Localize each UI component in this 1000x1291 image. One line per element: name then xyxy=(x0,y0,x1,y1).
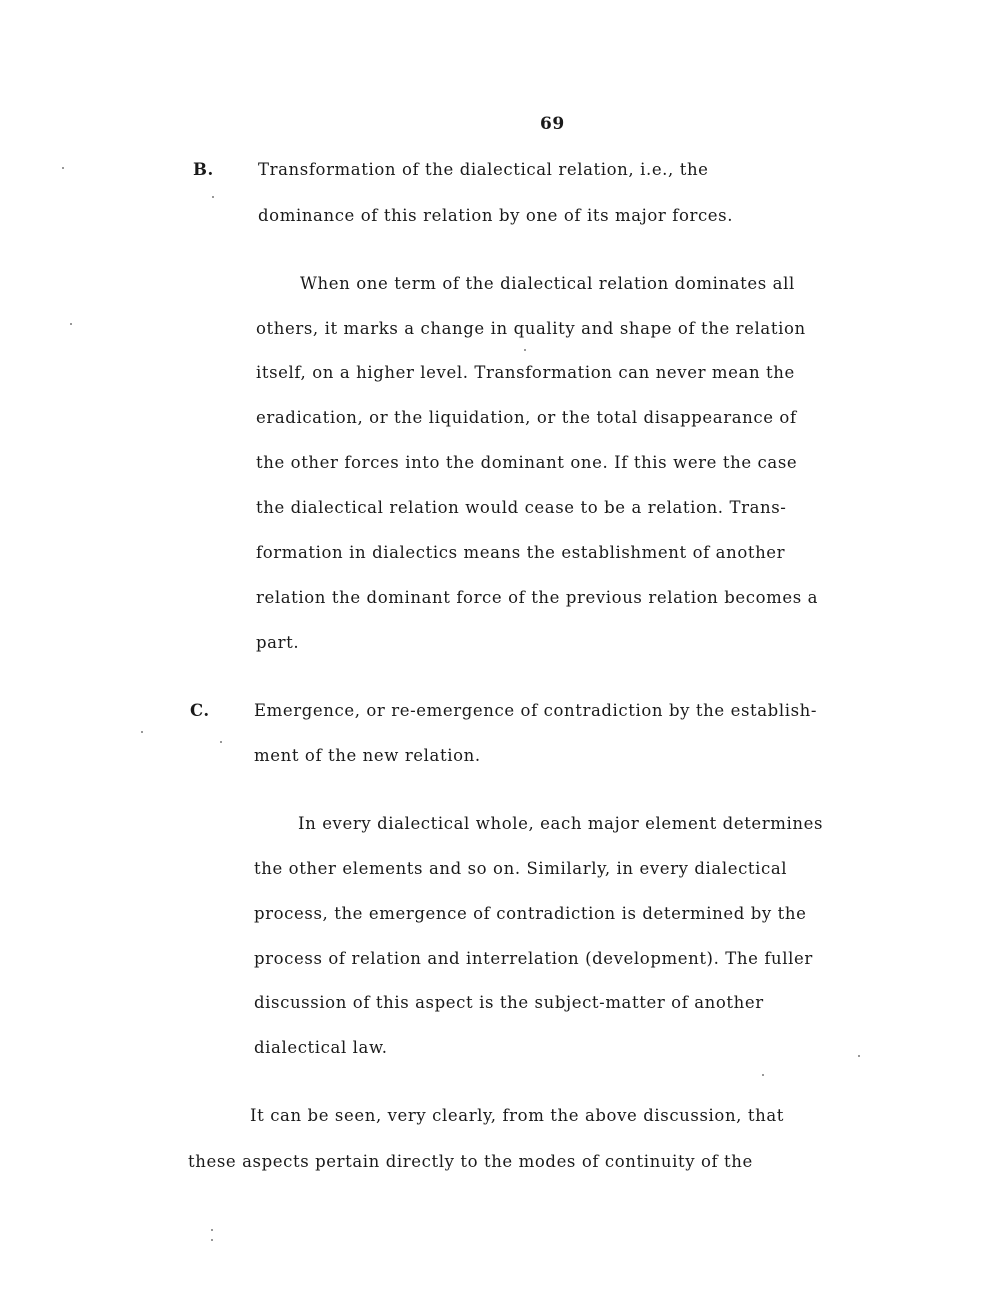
scan-speck xyxy=(858,1055,860,1057)
section-b-body-line: relation the dominant force of the previous relation becomes a xyxy=(256,588,819,607)
scan-speck xyxy=(211,1229,213,1231)
section-c-heading-line: Emergence, or re-emergence of contradiction by the establish- xyxy=(254,701,818,720)
section-b-heading-line: dominance of this relation by one of its major forces. xyxy=(258,206,734,225)
section-c-heading-line: ment of the new relation. xyxy=(254,746,481,765)
section-b-body-line: formation in dialectics means the establishment of another xyxy=(256,543,786,562)
scan-speck xyxy=(62,167,64,169)
section-c-body-line: the other elements and so on. Similarly, in every dialectical xyxy=(254,859,788,878)
section-b-heading-line: Transformation of the dialectical relation, i.e., the xyxy=(258,160,709,179)
section-c-body-line: process of relation and interrelation (development). The fuller xyxy=(254,949,813,968)
closing-paragraph-line: these aspects pertain directly to the modes of continuity of the xyxy=(188,1152,753,1171)
scan-speck xyxy=(220,741,222,743)
section-b-body-line: When one term of the dialectical relation dominates all xyxy=(300,274,795,293)
section-b-body-line: itself, on a higher level. Transformation can never mean the xyxy=(256,363,795,382)
section-c-body-line: dialectical law. xyxy=(254,1038,388,1057)
section-c-body-line: discussion of this aspect is the subject-matter of another xyxy=(254,993,764,1012)
section-b-body-line: part. xyxy=(256,633,300,652)
section-b-body-line: others, it marks a change in quality and shape of the relation xyxy=(256,319,806,338)
scan-speck xyxy=(212,196,214,198)
scan-speck xyxy=(141,731,143,733)
section-b-body-line: the other forces into the dominant one. If this were the case xyxy=(256,453,798,472)
section-marker-b: B. xyxy=(193,160,214,179)
page-number: 69 xyxy=(540,114,565,134)
section-marker-c: C. xyxy=(190,701,210,720)
scan-speck xyxy=(524,349,526,351)
section-c-body-line: In every dialectical whole, each major element determines xyxy=(298,814,824,833)
section-b-body-line: eradication, or the liquidation, or the total disappearance of xyxy=(256,408,797,427)
scan-speck xyxy=(70,323,72,325)
closing-paragraph-line: It can be seen, very clearly, from the above discussion, that xyxy=(250,1106,784,1125)
scan-speck xyxy=(762,1074,764,1076)
section-b-body-line: the dialectical relation would cease to be a relation. Trans- xyxy=(256,498,787,517)
scan-speck xyxy=(211,1239,213,1241)
section-c-body-line: process, the emergence of contradiction is determined by the xyxy=(254,904,807,923)
